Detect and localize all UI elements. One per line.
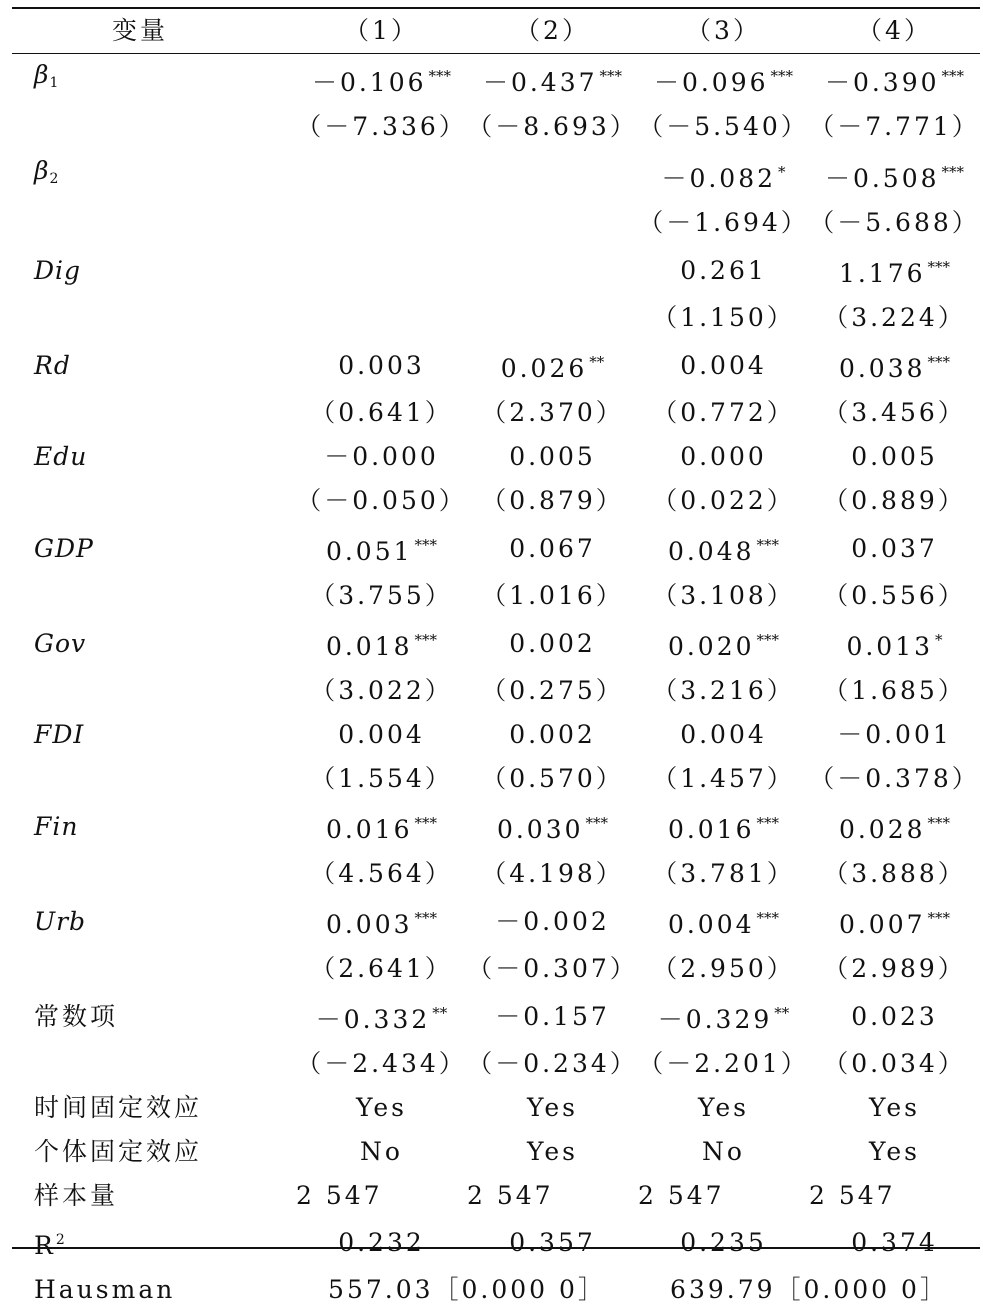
coefficient-cell (638, 149, 809, 201)
table-row (12, 340, 980, 391)
sample-size-label-text: 样本量 (34, 1181, 119, 1210)
table-row-tstat (12, 1042, 980, 1086)
row-variable (12, 340, 296, 391)
time-fixed-effect-cell: Yes (356, 1093, 407, 1122)
hausman-cell: 557.03［0.000 0］ (328, 1275, 606, 1304)
coefficient-cell (296, 801, 467, 852)
coefficient-cell (638, 801, 809, 852)
coefficient-cell (638, 245, 809, 296)
r-squared-cell: 0.357 (509, 1228, 596, 1257)
coefficient-value: 0.261 (680, 255, 767, 285)
individual-fixed-effect-label-text: 个体固定效应 (34, 1137, 203, 1166)
individual-fixed-effect (12, 1130, 980, 1174)
tstat-cell: （0.034） (823, 1049, 966, 1078)
coefficient-value: －0.157 (495, 1001, 610, 1031)
table-row-tstat (12, 479, 980, 523)
individual-fixed-effect-cell: No (702, 1137, 745, 1166)
coefficient-cell (809, 713, 980, 757)
coefficient-cell (296, 340, 467, 391)
r-squared-cell: 0.232 (338, 1228, 425, 1257)
variable-name: β (34, 156, 50, 185)
coefficient-cell (638, 991, 809, 1042)
row-variable-blank (12, 947, 296, 991)
time-fixed-effect (12, 1086, 980, 1130)
tstat-cell (467, 201, 638, 245)
header-col-1: （1） (344, 16, 419, 45)
table-row (12, 245, 980, 296)
coefficient-cell (638, 896, 809, 947)
coefficient-value: 0.037 (851, 533, 938, 563)
coefficient-cell (467, 991, 638, 1042)
coefficient-value: －0.106 (311, 67, 427, 97)
variable-name: Urb (34, 906, 87, 936)
coefficient-cell (296, 618, 467, 669)
coefficient-value: 0.023 (851, 1001, 938, 1031)
tstat-cell: （－7.336） (296, 112, 467, 141)
header-col-4: （4） (857, 16, 932, 45)
variable-name: Rd (34, 350, 71, 380)
coefficient-cell (638, 713, 809, 757)
table-row-tstat (12, 201, 980, 245)
coefficient-cell (296, 523, 467, 574)
header-col-3: （3） (686, 16, 761, 45)
tstat-cell: （－7.771） (809, 112, 980, 141)
tstat-cell: （－1.694） (638, 208, 809, 237)
coefficient-value: －0.437 (482, 67, 598, 97)
r-squared-label (12, 1218, 296, 1268)
row-variable-blank (12, 1042, 296, 1086)
significance-stars: *** (927, 814, 951, 832)
significance-stars: *** (927, 909, 951, 927)
table-row (12, 801, 980, 852)
time-fixed-effect-label-text: 时间固定效应 (34, 1093, 203, 1122)
coefficient-value: 0.004 (680, 350, 767, 380)
coefficient-value: －0.096 (653, 67, 769, 97)
coefficient-cell (467, 53, 638, 105)
r-squared-cell: 0.235 (680, 1228, 767, 1257)
significance-stars: * (935, 631, 943, 649)
table-row (12, 149, 980, 201)
table-body (12, 53, 980, 1312)
coefficient-cell (638, 618, 809, 669)
significance-stars: *** (414, 631, 438, 649)
significance-stars: *** (414, 909, 438, 927)
tstat-cell: （3.888） (823, 859, 966, 888)
variable-name: Dig (34, 255, 82, 285)
coefficient-cell (809, 523, 980, 574)
coefficient-value: 0.004 (338, 720, 425, 749)
tstat-cell: （0.556） (823, 581, 966, 610)
coefficient-cell (467, 149, 638, 201)
coefficient-cell (296, 245, 467, 296)
table-row (12, 435, 980, 479)
sample-size-cell: 2 547 (467, 1181, 554, 1210)
coefficient-cell (467, 801, 638, 852)
tstat-cell: （3.456） (823, 398, 966, 427)
coefficient-value: 0.020 (667, 632, 755, 661)
coefficient-cell (467, 618, 638, 669)
coefficient-value: －0.332 (315, 1005, 431, 1034)
r-squared (12, 1218, 980, 1268)
table-row-tstat (12, 105, 980, 149)
coefficient-cell (809, 149, 980, 201)
variable-name: FDI (34, 720, 85, 749)
tstat-cell: （－0.378） (809, 764, 980, 793)
significance-stars: ** (432, 1004, 448, 1022)
tstat-cell: （0.879） (481, 486, 624, 515)
table-row-tstat (12, 391, 980, 435)
coefficient-value: 0.016 (325, 815, 413, 844)
coefficient-value: 0.038 (838, 354, 926, 383)
coefficient-value: 0.018 (325, 632, 413, 661)
coefficient-cell (296, 713, 467, 757)
tstat-cell: （3.022） (310, 676, 453, 705)
significance-stars: *** (941, 66, 965, 85)
coefficient-cell (638, 340, 809, 391)
tstat-cell: （0.772） (652, 398, 795, 427)
significance-stars: *** (756, 631, 780, 649)
hausman-label: Hausman (34, 1275, 176, 1304)
tstat-cell: （－0.050） (296, 486, 467, 515)
row-variable (12, 245, 296, 296)
table-row (12, 991, 980, 1042)
sample-size-cell: 2 547 (296, 1181, 383, 1210)
individual-fixed-effect-cell: Yes (527, 1137, 578, 1166)
coefficient-value: －0.390 (824, 67, 940, 97)
coefficient-cell (296, 991, 467, 1042)
variable-subscript: 2 (49, 171, 59, 187)
significance-stars: *** (428, 66, 452, 85)
coefficient-cell (467, 340, 638, 391)
time-fixed-effect-cell: Yes (869, 1093, 920, 1122)
header-variable: 变量 (112, 16, 169, 45)
significance-stars: *** (599, 66, 623, 85)
significance-stars: *** (941, 162, 965, 181)
table-row-tstat (12, 669, 980, 713)
variable-name: Fin (34, 811, 79, 841)
sample-size-cell: 2 547 (638, 1181, 725, 1210)
row-variable (12, 801, 296, 852)
coefficient-value: －0.082 (661, 163, 777, 193)
coefficient-value: －0.000 (324, 442, 439, 471)
significance-stars: *** (770, 66, 794, 85)
tstat-cell: （1.457） (652, 764, 795, 793)
table-row (12, 618, 980, 669)
individual-fixed-effect-label (12, 1130, 296, 1174)
table-row-tstat (12, 296, 980, 340)
coefficient-value: －0.001 (837, 720, 952, 749)
tstat-cell: （1.685） (823, 676, 966, 705)
coefficient-value: 0.004 (680, 720, 767, 749)
r-squared-cell: 0.374 (851, 1228, 938, 1257)
table-row (12, 523, 980, 574)
table-row-tstat (12, 852, 980, 896)
coefficient-cell (467, 896, 638, 947)
row-variable-blank (12, 757, 296, 801)
tstat-cell (296, 201, 467, 245)
header-col-2: （2） (515, 16, 590, 45)
row-variable (12, 896, 296, 947)
variable-name: Gov (34, 628, 87, 658)
hausman-cell: 639.79［0.000 0］ (670, 1275, 948, 1304)
variable-name: GDP (34, 533, 94, 563)
row-variable (12, 149, 296, 201)
coefficient-value: 0.048 (667, 537, 755, 566)
table-row (12, 896, 980, 947)
coefficient-value: 0.000 (680, 442, 767, 471)
tstat-cell: （0.275） (481, 676, 624, 705)
significance-stars: * (778, 162, 786, 181)
coefficient-cell (638, 53, 809, 105)
significance-stars: ** (589, 353, 605, 371)
r-squared-label-text: R (34, 1231, 56, 1260)
coefficient-value: 0.013 (846, 632, 934, 661)
row-variable (12, 435, 296, 479)
row-variable (12, 618, 296, 669)
tstat-cell: （－8.693） (467, 112, 638, 141)
tstat-cell: （－0.234） (467, 1049, 638, 1078)
row-variable-blank (12, 391, 296, 435)
tstat-cell: （2.989） (823, 954, 966, 983)
significance-stars: *** (756, 536, 780, 554)
regression-table (12, 9, 980, 1312)
tstat-cell (296, 296, 467, 340)
tstat-cell: （0.022） (652, 486, 795, 515)
tstat-cell: （1.016） (481, 581, 624, 610)
tstat-cell: （0.889） (823, 486, 966, 515)
coefficient-cell (809, 801, 980, 852)
time-fixed-effect-cell: Yes (698, 1093, 749, 1122)
coefficient-cell (809, 618, 980, 669)
tstat-cell: （2.950） (652, 954, 795, 983)
coefficient-value: 0.026 (500, 354, 588, 383)
tstat-cell: （－0.307） (467, 954, 638, 983)
tstat-cell: （－5.540） (638, 112, 809, 141)
coefficient-cell (638, 435, 809, 479)
tstat-cell: （3.216） (652, 676, 795, 705)
coefficient-cell (638, 523, 809, 574)
significance-stars: *** (927, 353, 951, 371)
variable-name: 常数项 (34, 1001, 119, 1031)
significance-stars: *** (414, 814, 438, 832)
table-row-tstat (12, 574, 980, 618)
row-variable-blank (12, 105, 296, 149)
tstat-cell: （4.564） (310, 859, 453, 888)
tstat-cell: （3.755） (310, 581, 453, 610)
table-header-row (12, 9, 980, 53)
coefficient-cell (809, 991, 980, 1042)
row-variable (12, 991, 296, 1042)
coefficient-value: 0.028 (838, 815, 926, 844)
significance-stars: *** (756, 909, 780, 927)
row-variable (12, 53, 296, 105)
tstat-cell: （1.554） (310, 764, 453, 793)
hausman-row (12, 1268, 980, 1312)
coefficient-value: 0.016 (667, 815, 755, 844)
coefficient-value: 1.176 (838, 259, 926, 288)
significance-stars: *** (585, 814, 609, 832)
tstat-cell: （3.108） (652, 581, 795, 610)
sample-size (12, 1174, 980, 1218)
coefficient-value: 0.005 (851, 442, 938, 471)
tstat-cell: （3.224） (823, 303, 966, 332)
coefficient-cell (467, 435, 638, 479)
individual-fixed-effect-cell: No (360, 1137, 403, 1166)
coefficient-value: 0.004 (667, 910, 755, 939)
row-variable-blank (12, 296, 296, 340)
variable-subscript: 1 (49, 75, 59, 91)
coefficient-value: －0.329 (657, 1005, 773, 1034)
time-fixed-effect-cell: Yes (527, 1093, 578, 1122)
coefficient-cell (809, 435, 980, 479)
coefficient-cell (467, 523, 638, 574)
tstat-cell: （－2.201） (638, 1049, 809, 1078)
tstat-cell: （0.641） (310, 398, 453, 427)
tstat-cell: （2.641） (310, 954, 453, 983)
tstat-cell: （－2.434） (296, 1049, 467, 1078)
significance-stars: *** (414, 536, 438, 554)
coefficient-value: 0.003 (338, 350, 425, 380)
coefficient-value: －0.508 (824, 163, 940, 193)
coefficient-cell (467, 713, 638, 757)
coefficient-cell (296, 435, 467, 479)
significance-stars: ** (774, 1004, 790, 1022)
coefficient-cell (296, 149, 467, 201)
tstat-cell: （2.370） (481, 398, 624, 427)
coefficient-cell (467, 245, 638, 296)
individual-fixed-effect-cell: Yes (869, 1137, 920, 1166)
coefficient-value: 0.067 (509, 533, 596, 563)
row-variable-blank (12, 201, 296, 245)
coefficient-cell (296, 53, 467, 105)
sample-size-cell: 2 547 (809, 1181, 896, 1210)
coefficient-value: 0.003 (325, 910, 413, 939)
coefficient-cell (296, 896, 467, 947)
table-row-tstat (12, 947, 980, 991)
variable-name: Edu (34, 442, 88, 471)
table-row-tstat (12, 757, 980, 801)
tstat-cell: （1.150） (652, 303, 795, 332)
tstat-cell: （4.198） (481, 859, 624, 888)
row-variable (12, 523, 296, 574)
tstat-cell (467, 296, 638, 340)
time-fixed-effect-label (12, 1086, 296, 1130)
tstat-cell: （0.570） (481, 764, 624, 793)
table-row (12, 53, 980, 105)
row-variable-blank (12, 574, 296, 618)
variable-name: β (34, 60, 50, 89)
coefficient-cell (809, 896, 980, 947)
tstat-cell: （3.781） (652, 859, 795, 888)
coefficient-value: 0.005 (509, 442, 596, 471)
coefficient-value: 0.051 (325, 537, 413, 566)
row-variable-blank (12, 479, 296, 523)
coefficient-value: 0.002 (509, 628, 596, 658)
table-row (12, 713, 980, 757)
coefficient-value: 0.030 (496, 815, 584, 844)
coefficient-cell (809, 53, 980, 105)
coefficient-value: －0.002 (495, 906, 610, 936)
row-variable (12, 713, 296, 757)
row-variable-blank (12, 852, 296, 896)
significance-stars: *** (927, 258, 951, 276)
row-variable-blank (12, 669, 296, 713)
r-squared-superscript: 2 (55, 1232, 65, 1248)
significance-stars: *** (756, 814, 780, 832)
coefficient-cell (809, 245, 980, 296)
tstat-cell: （－5.688） (809, 208, 980, 237)
sample-size-label (12, 1174, 296, 1218)
coefficient-value: 0.007 (838, 910, 926, 939)
coefficient-cell (809, 340, 980, 391)
coefficient-value: 0.002 (509, 720, 596, 749)
